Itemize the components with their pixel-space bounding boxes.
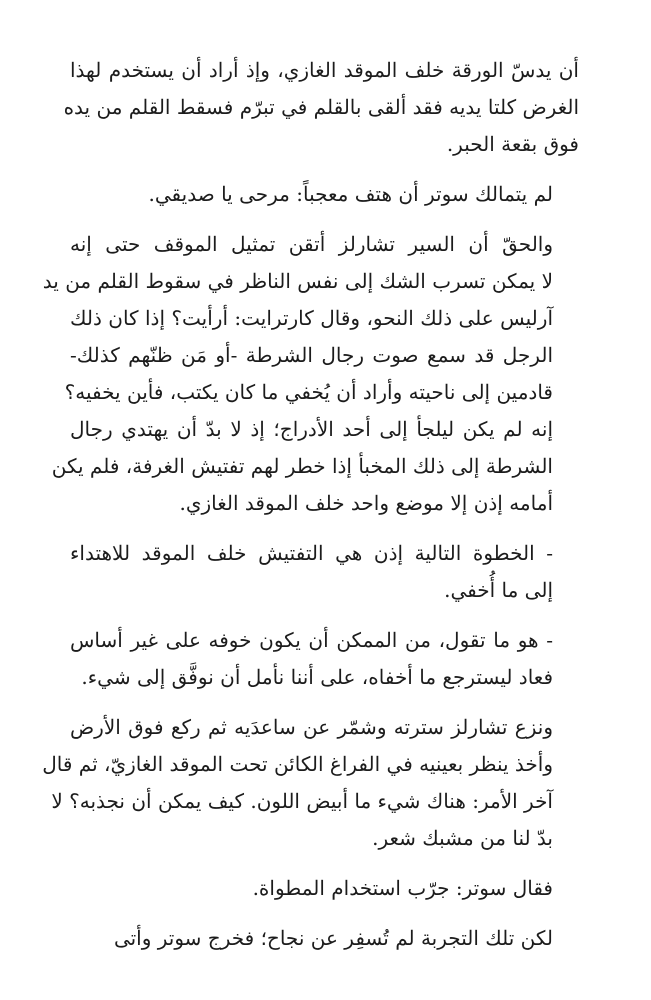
text-line: آرليس على ذلك النحو، وقال كارترايت: أرأيت؟ إذا كان ذلك <box>70 306 553 330</box>
text-line: فعاد ليسترجع ما أخفاه، على أننا نأمل أن نوفَّق إلى شيء. <box>81 665 553 689</box>
paragraph <box>70 176 579 213</box>
text-line: بدّ لنا من مشبك شعر. <box>372 826 553 850</box>
text-line: فوق بقعة الحبر. <box>446 132 579 156</box>
text-line: ونزع تشارلز سترته وشمّر عن ساعدَيه ثم ركع فوق الأرض <box>70 715 553 739</box>
paragraph <box>63 52 579 163</box>
text-line: أن يدسّ الورقة خلف الموقد الغازي، وإذ أراد أن يستخدم لهذا <box>70 58 579 82</box>
text-line: أمامه إذن إلا موضع واحد خلف الموقد الغازي. <box>179 491 553 515</box>
text-line: - الخطوة التالية إذن هي التفتيش خلف الموقد للاهتداء <box>70 541 553 565</box>
text-line: وأخذ ينظر بعينيه في الفراغ الكائن تحت الموقد الغازيّ، ثم قال <box>42 752 553 776</box>
paragraph <box>70 622 579 696</box>
text-line: لكن تلك التجربة لم تُسفِر عن نجاح؛ فخرج سوتر وأتى <box>113 926 553 950</box>
text-line: فقال سوتر: جرّب استخدام المطواة. <box>252 876 553 900</box>
text-line: الرجل قد سمع صوت رجال الشرطة -أو مَن ظنّهم كذلك- <box>70 343 553 367</box>
paragraph <box>70 870 579 907</box>
text-line: والحقّ أن السير تشارلز أتقن تمثيل الموقف حتى إنه <box>70 232 553 256</box>
text-line: قادمين إلى ناحيته وأراد أن يُخفي ما كان يكتب، فأين يخفيه؟ <box>64 380 553 404</box>
text-line: الشرطة إلى ذلك المخبأ إذا خطر لهم تفتيش الغرفة، فلم يكن <box>51 454 553 478</box>
text-line: إلى ما أُخفي. <box>444 578 553 602</box>
text-line: لا يمكن تسرب الشك إلى نفس الناظر في سقوط القلم من يد <box>42 269 553 293</box>
paragraph <box>70 920 579 957</box>
paragraph <box>70 535 579 609</box>
paragraph <box>42 226 579 522</box>
text-line: الغرض كلتا يديه فقد ألقى بالقلم في تبرّم فسقط القلم من يده <box>63 95 579 119</box>
text-line: إنه لم يكن ليلجأ إلى أحد الأدراج؛ إذ لا بدّ أن يهتدي رجال <box>70 417 553 441</box>
text-line: آخر الأمر: هناك شيء ما أبيض اللون. كيف يمكن أن نجذبه؟ لا <box>51 789 553 813</box>
text-line: لم يتمالك سوتر أن هتف معجباً: مرحى يا صديقي. <box>148 182 553 206</box>
book-page <box>42 52 579 1000</box>
paragraph <box>42 709 579 857</box>
text-line: - هو ما تقول، من الممكن أن يكون خوفه على غير أساس <box>70 628 553 652</box>
